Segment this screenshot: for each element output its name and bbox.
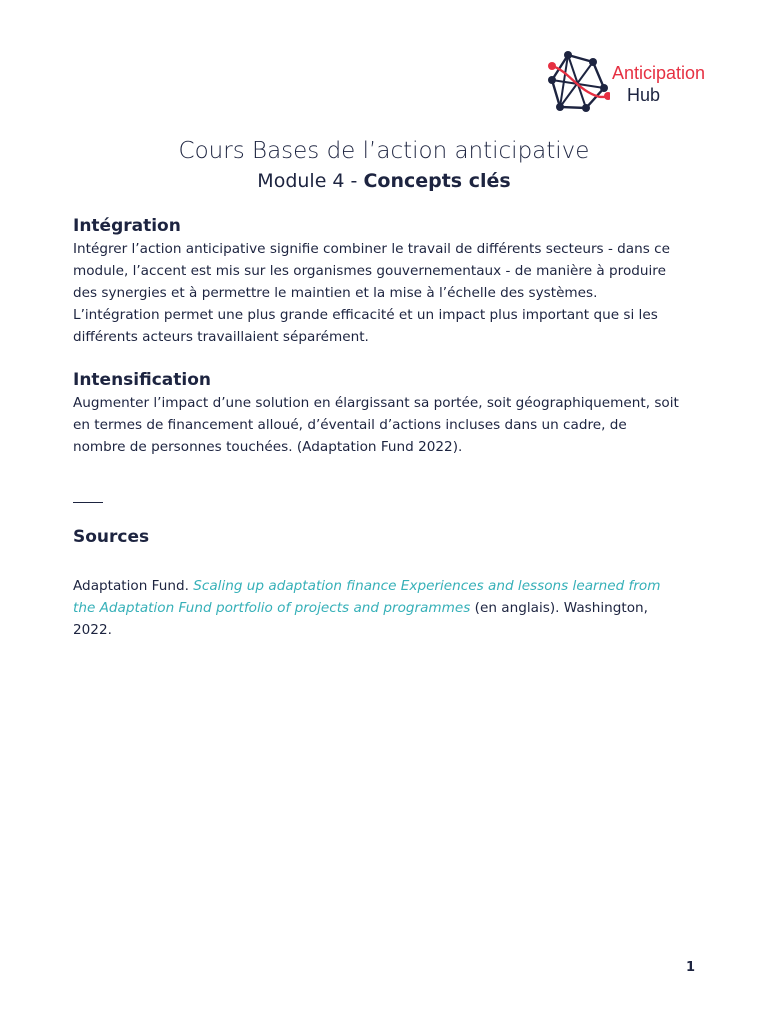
source-citation — [73, 575, 698, 641]
citation-line — [73, 597, 698, 619]
section-integration — [73, 214, 698, 348]
module-subtitle — [0, 168, 768, 194]
document-header — [0, 134, 768, 194]
paragraph-line: nombre de personnes touchées. (Adaptation Fund 2022). — [73, 439, 463, 455]
citation-author: Adaptation Fund. — [73, 578, 194, 594]
paragraph-line: Intégrer l’action anticipative signifie combiner le travail de différents secteurs - dans ce — [73, 241, 670, 257]
citation-link[interactable]: Scaling up adaptation finance Experiences and lessons learned from — [193, 578, 661, 594]
citation-line — [73, 575, 698, 597]
logo-network-icon — [548, 50, 610, 116]
logo-text-hub: Hub — [627, 85, 661, 105]
document-body — [73, 214, 698, 641]
separator-rule — [73, 502, 103, 503]
logo-text-anticipation: Anticipation — [612, 63, 706, 83]
citation-link[interactable]: the Adaptation Fund portfolio of projects and programmes — [73, 600, 471, 616]
section-intensification — [73, 368, 698, 458]
section-heading: Intégration — [73, 216, 181, 236]
anticipation-hub-logo — [548, 50, 738, 116]
citation-line: 2022. — [73, 622, 112, 638]
paragraph-line: Augmenter l’impact d’une solution en élargissant sa portée, soit géographiquement, soit — [73, 395, 679, 411]
module-name: Concepts clés — [363, 170, 511, 192]
sources-heading: Sources — [73, 527, 150, 547]
citation-suffix: (en anglais). Washington, — [470, 600, 648, 616]
page-title: Cours Bases de l’action anticipative — [178, 138, 590, 164]
paragraph-line: module, l’accent est mis sur les organismes gouvernementaux - de manière à produire — [73, 263, 666, 279]
section-heading: Intensification — [73, 370, 212, 390]
paragraph-line: différents acteurs travaillaient séparément. — [73, 329, 369, 345]
paragraph-line: L’intégration permet une plus grande efficacité et un impact plus important que si les — [73, 307, 658, 323]
module-prefix: Module 4 - — [257, 170, 364, 192]
paragraph-line: des synergies et à permettre le maintien et la mise à l’échelle des systèmes. — [73, 285, 598, 301]
page-number: 1 — [685, 960, 695, 975]
paragraph-line: en termes de financement alloué, d’éventail d’actions incluses dans un cadre, de — [73, 417, 627, 433]
